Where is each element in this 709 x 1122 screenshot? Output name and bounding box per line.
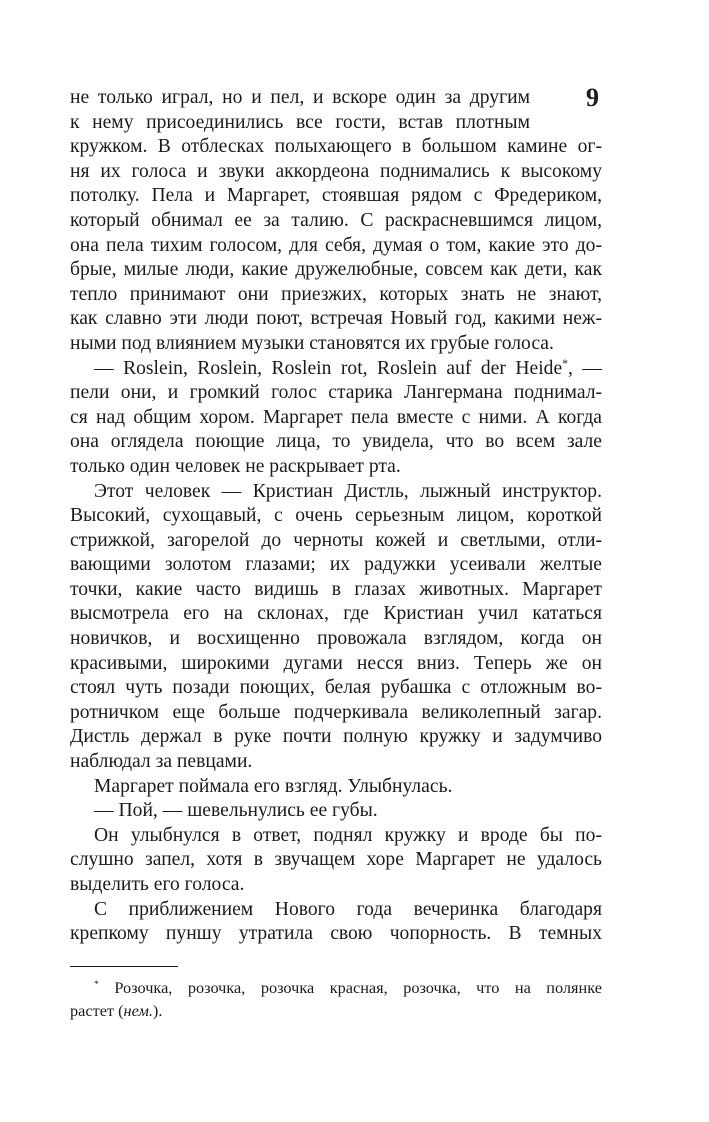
text-line: вающими золотом глазами; их радужки усеивали желтые: [70, 554, 602, 576]
text-segment: , —: [568, 357, 602, 379]
footnote-marker: *: [94, 979, 99, 991]
footnote-abbrev: нем.: [123, 1001, 153, 1020]
text-line: Он улыбнулся в ответ, поднял кружку и вроде бы по-: [94, 824, 602, 846]
text-line: Этот человек — Кристиан Дистль, лыжный инструктор.: [94, 480, 602, 502]
footnote: [70, 976, 602, 1022]
text-line: брые, милые люди, какие дружелюбные, совсем как дети, как: [70, 259, 602, 281]
text-line: который обнимал ее за талию. С раскрасневшимся лицом,: [70, 209, 602, 231]
text-line: Дистль держал в руке почти полную кружку и задумчиво: [70, 726, 602, 748]
text-line: Высокий, сухощавый, с очень серьезным лицом, короткой: [70, 505, 602, 527]
text-line: пели они, и громкий голос старика Лангермана поднимал-: [70, 382, 602, 404]
text-line: новичков, и восхищенно провожала взглядом, когда он: [70, 628, 602, 650]
text-line: красивыми, широкими дугами несся вниз. Теперь же он: [70, 652, 602, 674]
text-line: она оглядела поющие лица, то увидела, что во всем зале: [70, 431, 602, 453]
text-line: стоял чуть позади поющих, белая рубашка с отложным во-: [70, 677, 602, 699]
footnote-text: растет (: [70, 1001, 124, 1020]
text-line: наблюдал за певцами.: [70, 751, 253, 773]
body-text: [70, 86, 602, 947]
footnote-text: ).: [152, 1001, 163, 1020]
text-line: — Пой, — шевельнулись ее губы.: [94, 800, 378, 822]
text-line: С приближением Нового года вечеринка благодаря: [94, 898, 602, 920]
text-segment: — Roslein, Roslein, Roslein rot, Roslein auf der Heide: [94, 357, 563, 379]
text-line: выделить его голоса.: [70, 874, 245, 895]
text-line: как славно эти люди поют, встречая Новый год, какими неж-: [70, 308, 602, 330]
text-line: крепкому пуншу утратила свою чопорность. В темных: [70, 923, 602, 945]
text-line: она пела тихим голосом, для себя, думая о том, какие это до-: [70, 234, 602, 256]
text-line: высмотрела его на склонах, где Кристиан учил кататься: [70, 603, 602, 625]
text-line: кружком. В отблесках полыхающего в большом камине ог-: [70, 136, 602, 158]
text-line: не только играл, но и пел, и вскоре один за другим: [70, 87, 530, 108]
text-line: ротничком еще больше подчеркивала великолепный загар.: [70, 701, 602, 723]
footnote-divider: [70, 966, 178, 967]
text-line: ся над общим хором. Маргарет пела вместе с ними. А когда: [70, 406, 602, 428]
text-line: ня их голоса и звуки аккордеона поднимались к высокому: [70, 160, 602, 182]
text-line: слушно запел, хотя в звучащем хоре Маргарет не удалось: [70, 849, 602, 871]
text-line: стрижкой, загорелой до черноты кожей и светлыми, отли-: [70, 529, 602, 551]
text-line: потолку. Пела и Маргарет, стоявшая рядом с Фредериком,: [70, 185, 602, 207]
page-number: 9: [586, 83, 599, 112]
text-line: точки, какие часто видишь в глазах животных. Маргарет: [70, 578, 602, 600]
text-line: только один человек не раскрывает рта.: [70, 455, 401, 477]
text-line: ными под влиянием музыки становятся их грубые голоса.: [70, 332, 554, 354]
text-line: [70, 357, 602, 382]
footnote-line: [70, 976, 602, 999]
footnote-text: Розочка, розочка, розочка красная, розочка, что на полянке: [114, 978, 602, 997]
text-line: Маргарет поймала его взгляд. Улыбнулась.: [94, 775, 453, 797]
footnote-marker: *: [562, 356, 569, 370]
text-line: тепло принимают они приезжих, которых знать не знают,: [70, 283, 602, 305]
footnote-line: [70, 999, 602, 1022]
text-line: к нему присоединились все гости, встав плотным: [70, 111, 530, 133]
